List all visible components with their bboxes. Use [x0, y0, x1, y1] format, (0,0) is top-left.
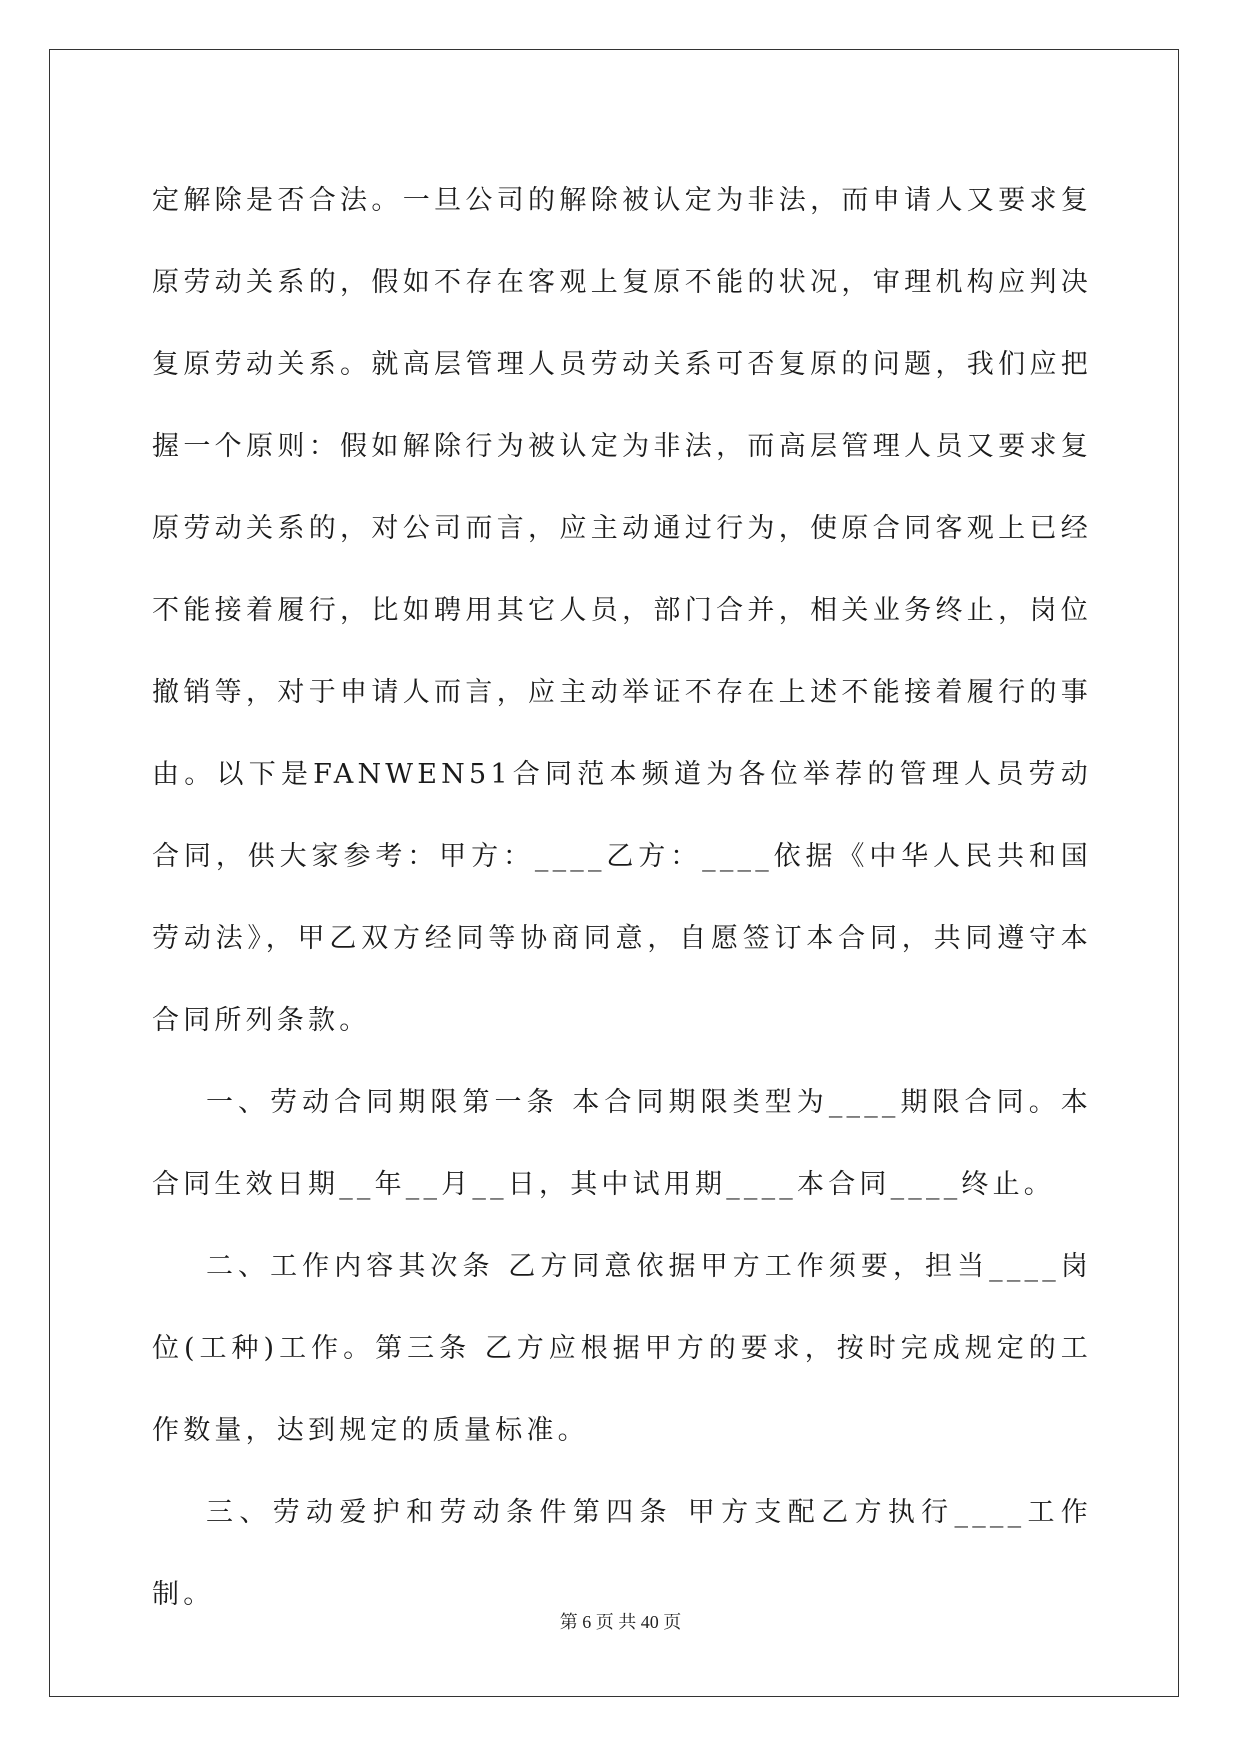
paragraph-labor-protection: 三、劳动爱护和劳动条件第四条 甲方支配乙方执行____工作制。 — [152, 1497, 1092, 1610]
paragraph-work-content: 二、工作内容其次条 乙方同意依据甲方工作须要，担当____岗位(工种)工作。第三条 乙方应根据甲方的要求，按时完成规定的工作数量，达到规定的质量标准。 — [152, 1251, 1092, 1446]
paragraph-intro: 定解除是否合法。一旦公司的解除被认定为非法，而申请人又要求复原劳动关系的，假如不存在客观上复原不能的状况，审理机构应判决复原劳动关系。就高层管理人员劳动关系可否复原的问题，我们应把握一个原则：假如解除行为被认定为非法，而高层管理人员又要求复原劳动关系的，对公司而言，应主动通过行为，使原合同客观上已经不能接着履行，比如聘用其它人员，部门合并，相关业务终止，岗位撤销等，对于申请人而言，应主动举证不存在上述不能接着履行的事由。以下是FANWEN51合同范本频道为各位举荐的管理人员劳动合同，供大家参考：甲方：____乙方：____依据《中华人民共和国劳动法》，甲乙双方经同等协商同意，自愿签订本合同，共同遵守本合同所列条款。 — [152, 185, 1092, 1036]
page-number-footer: 第 6 页 共 40 页 — [559, 1612, 682, 1632]
paragraph-contract-term: 一、劳动合同期限第一条 本合同期限类型为____期限合同。本合同生效日期__年__月__日，其中试用期____本合同____终止。 — [152, 1087, 1092, 1200]
document-body — [152, 160, 1092, 1636]
